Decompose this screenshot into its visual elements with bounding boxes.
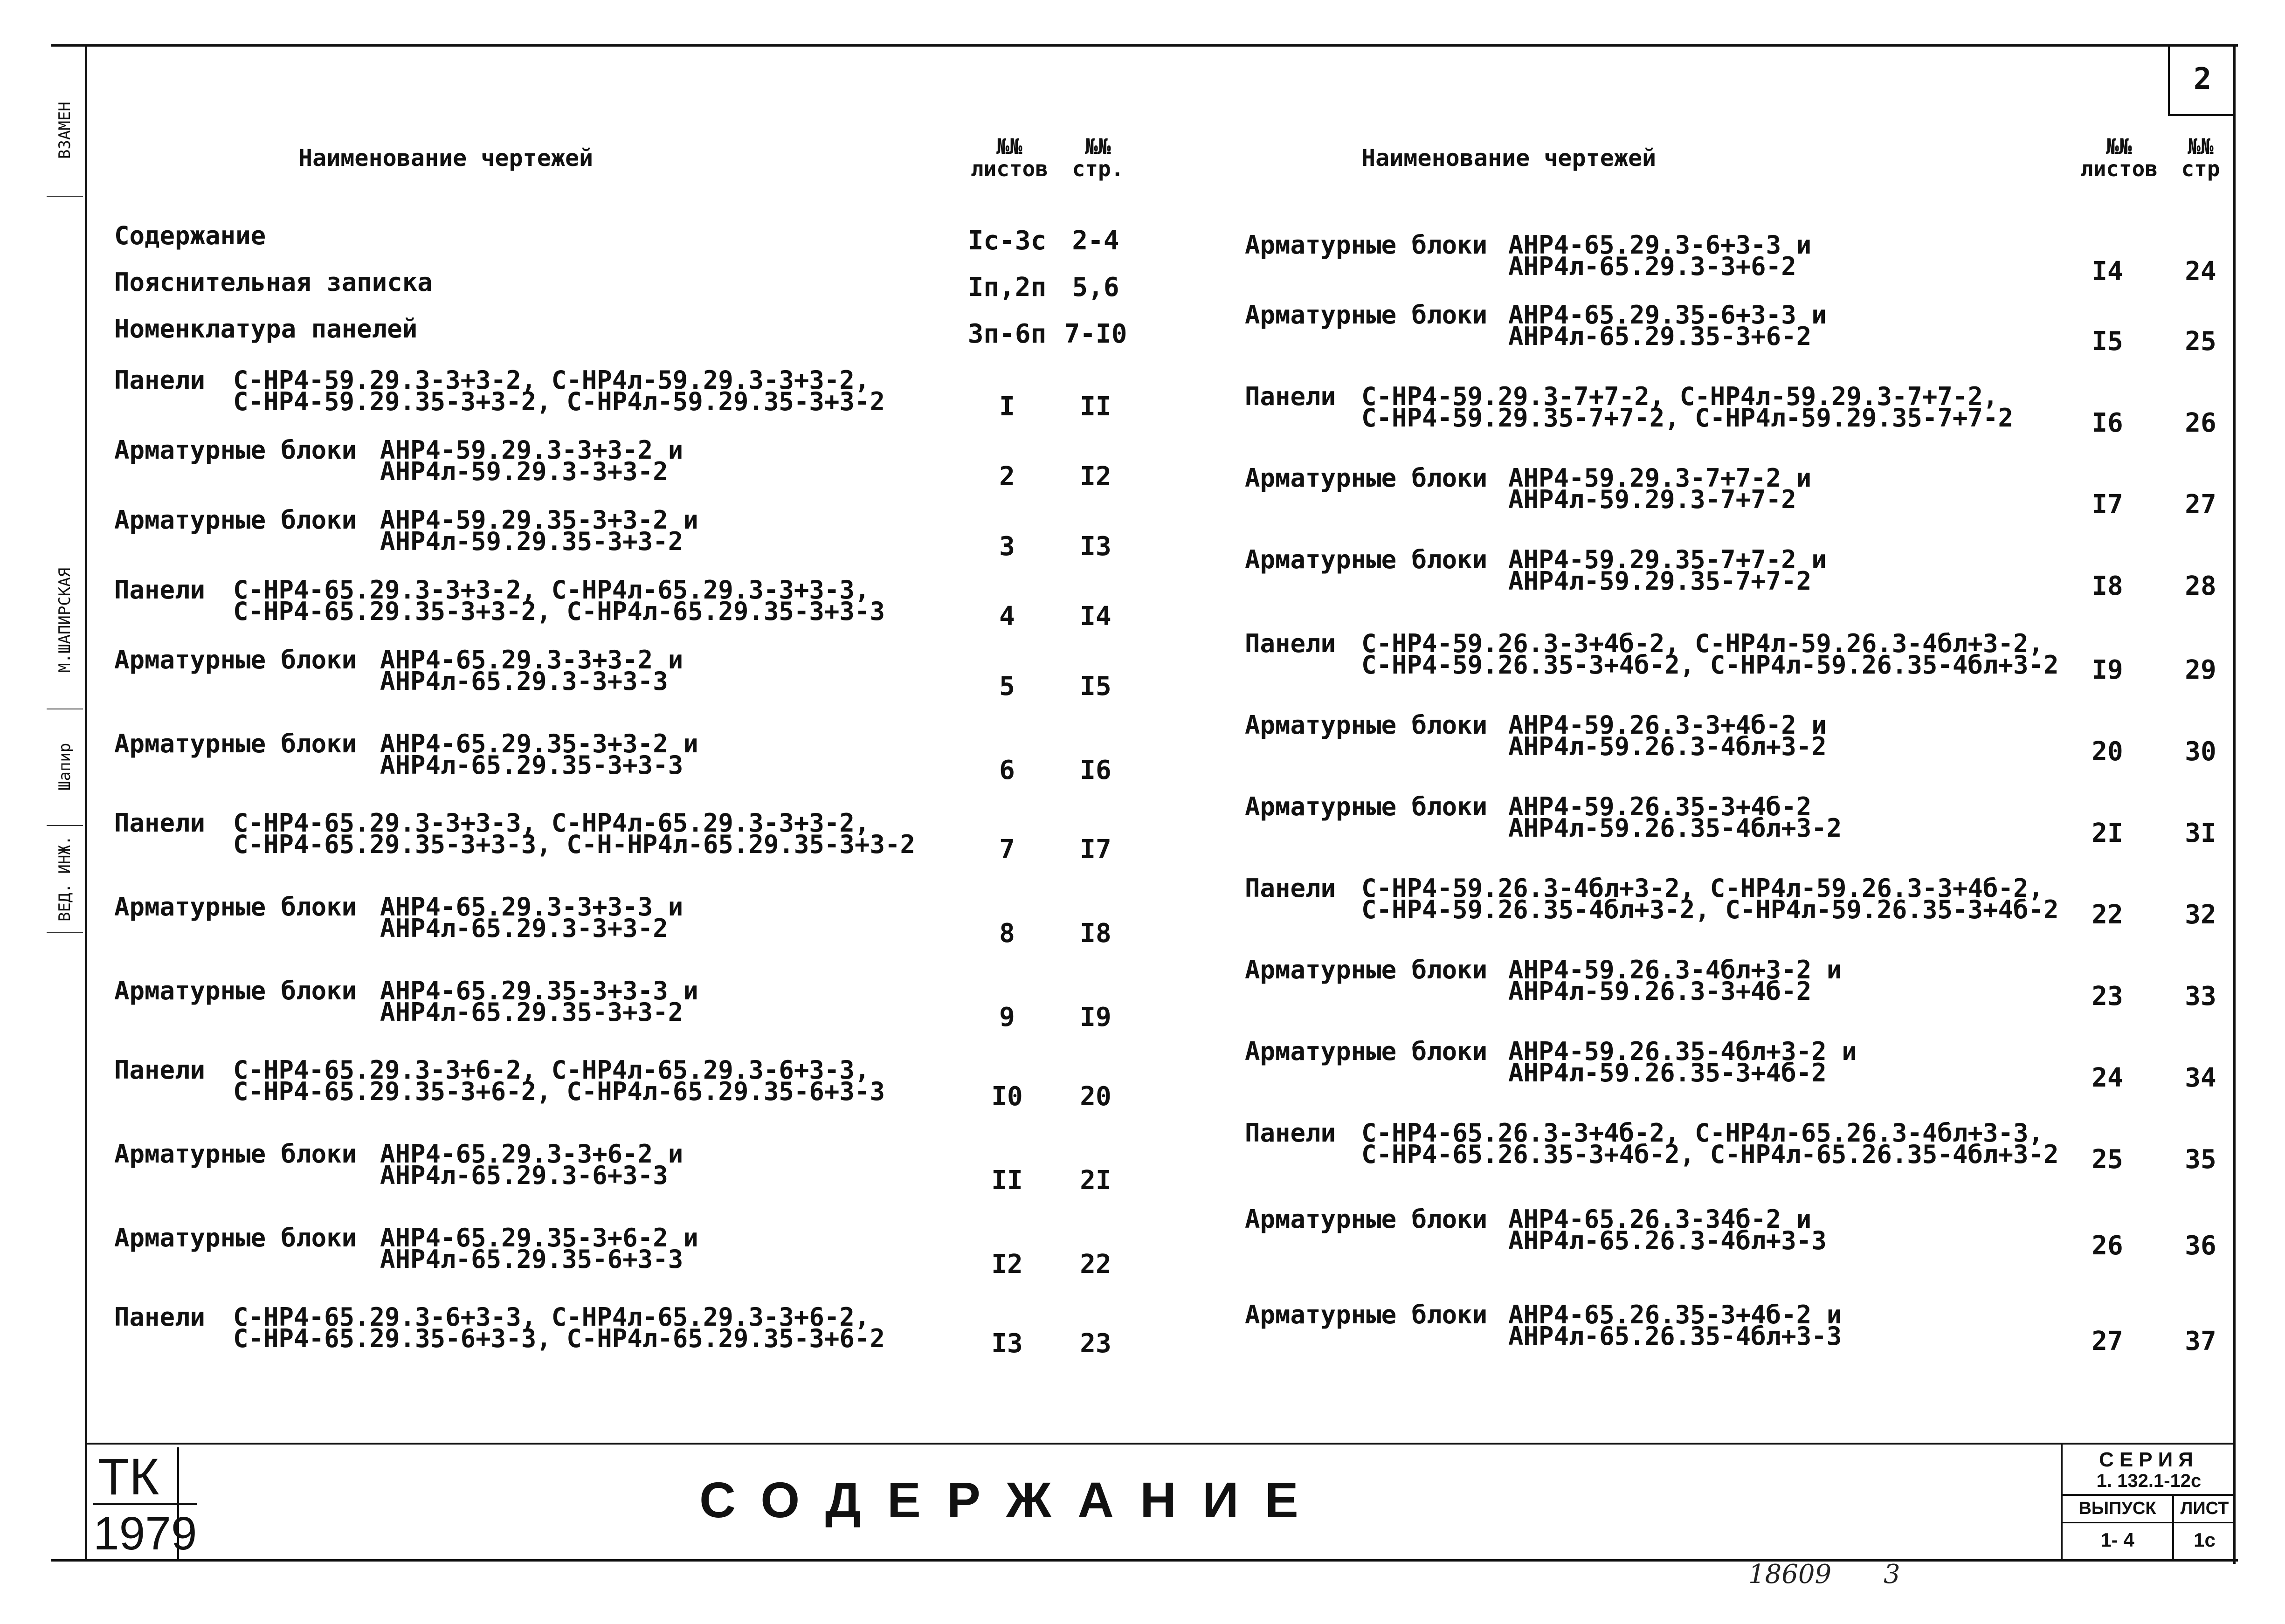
- entry-label: Арматурные блоки: [114, 505, 357, 535]
- entry-page-number: 2-4: [1072, 226, 1119, 256]
- entry-designation-line: АНР4-59.29.35-7+7-2 и: [1508, 545, 1827, 574]
- entry-page-number: 30: [2185, 736, 2216, 767]
- contents-entry: [114, 976, 953, 1030]
- series-label: СЕРИЯ: [2099, 1448, 2199, 1471]
- entry-designation-line: С-НР4-65.29.35-3+3-3, С-Н-НР4л-65.29.35-3+3-2: [233, 830, 915, 859]
- entry-designation-line: АНР4л-65.29.35-3+3-2: [380, 998, 683, 1027]
- series-divider-2: [2063, 1522, 2235, 1523]
- entry-designation-line: С-НР4-59.29.35-3+3-2, С-НР4л-59.29.35-3+3-2: [233, 387, 885, 416]
- entry-designation-line: С-НР4-65.26.35-3+4б-2, С-НР4л-65.26.35-4бл+3-2: [1361, 1140, 2059, 1169]
- entry-page-number: 37: [2185, 1326, 2216, 1356]
- title-block-top-line: [85, 1443, 2234, 1445]
- entry-designation-line: АНР4л-65.29.3-3+3-2: [380, 914, 668, 943]
- entry-designation-line: АНР4л-59.26.35-4бл+3-2: [1508, 813, 1842, 843]
- left-header-pages: [1058, 135, 1138, 180]
- entry-designation-line: С-НР4-59.29.35-7+7-2, С-НР4л-59.29.35-7+7-2: [1361, 403, 2013, 433]
- contents-entry: [1245, 1039, 2056, 1091]
- entry-page-number: 32: [2185, 900, 2216, 930]
- entry-designation-line: С-НР4-65.29.3-3+3-2, С-НР4л-65.29.3-3+3-3,: [233, 575, 870, 605]
- entry-label: Панели: [1245, 874, 1336, 903]
- entry-sheet-number: 2I: [2092, 818, 2123, 848]
- entry-label: Арматурные блоки: [1245, 1204, 1488, 1234]
- entry-page-number: I7: [1080, 834, 1111, 865]
- frame-bottom-line: [51, 1559, 2238, 1562]
- right-header-pages-line1: №№: [2188, 134, 2214, 159]
- entry-sheet-number: 6: [999, 755, 1015, 785]
- entry-designation-line: С-НР4-59.29.3-7+7-2, С-НР4л-59.29.3-7+7-2,: [1361, 382, 1998, 411]
- entry-designation-line: АНР4-65.29.3-3+6-2 и: [380, 1139, 683, 1169]
- entry-sheet-number: I0: [991, 1081, 1023, 1112]
- series-divider: [2063, 1494, 2235, 1496]
- right-header-sheets-line2: листов: [2080, 156, 2158, 181]
- side-strip-cell: М.ШАПИРСКАЯ: [47, 531, 83, 709]
- contents-entry: [114, 1139, 953, 1193]
- side-strip-cell: Шапир: [47, 709, 83, 826]
- entry-label: Пояснительная записка: [114, 268, 433, 297]
- entry-sheet-number: I9: [2092, 655, 2123, 685]
- entry-page-number: 25: [2185, 326, 2216, 357]
- contents-entry: [114, 435, 953, 489]
- entry-sheet-number: I2: [991, 1249, 1023, 1280]
- entry-sheet-number: 4: [999, 601, 1015, 632]
- entry-sheet-number: I6: [2092, 408, 2123, 438]
- issue-label: ВЫПУСК: [2078, 1499, 2156, 1518]
- right-header-pages: [2173, 135, 2229, 180]
- contents-entry: [1245, 1204, 2056, 1259]
- contents-entry: [114, 505, 953, 559]
- contents-entry: [114, 314, 953, 368]
- contents-entry: [1245, 300, 2056, 354]
- contents-entry: [1245, 1300, 2056, 1354]
- entry-page-number: 34: [2185, 1063, 2216, 1093]
- entry-designation-line: АНР4-59.29.3-7+7-2 и: [1508, 463, 1812, 493]
- left-header-sheets-line2: листов: [970, 156, 1049, 181]
- entry-sheet-number: 2: [999, 461, 1015, 492]
- left-header-pages-line1: №№: [1085, 134, 1111, 159]
- entry-sheet-number: I: [999, 392, 1015, 422]
- sheet-number: 2: [2168, 44, 2235, 116]
- entry-label: Арматурные блоки: [1245, 1037, 1488, 1066]
- series-box: [2061, 1443, 2235, 1559]
- entry-label: Арматурные блоки: [1245, 230, 1488, 260]
- entry-sheet-number: 7: [999, 834, 1015, 865]
- entry-sheet-number: 3п-6п: [967, 319, 1047, 349]
- entry-designation-line: АНР4-65.26.3-34б-2 и: [1508, 1204, 1812, 1234]
- entry-sheet-number: Iп,2п: [967, 272, 1047, 303]
- entry-label: Арматурные блоки: [1245, 545, 1488, 574]
- entry-page-number: 28: [2185, 571, 2216, 601]
- side-strip-cell: ВЗАМЕН: [47, 65, 83, 197]
- entry-label: Арматурные блоки: [114, 729, 357, 758]
- entry-page-number: I4: [1080, 601, 1111, 632]
- entry-sheet-number: 3: [999, 531, 1015, 562]
- sheet-label: ЛИСТ: [2180, 1499, 2229, 1518]
- entry-page-number: I9: [1080, 1002, 1111, 1032]
- sheet-value: 1с: [2194, 1529, 2216, 1551]
- contents-entry: [114, 1055, 953, 1109]
- frame-right-line: [2233, 44, 2236, 1564]
- entry-label: Панели: [1245, 382, 1336, 411]
- contents-entry: [1245, 629, 2059, 683]
- entry-designation-line: АНР4-59.29.3-3+3-2 и: [380, 435, 683, 465]
- frame-left-line: [85, 44, 87, 1559]
- entry-sheet-number: I7: [2092, 489, 2123, 520]
- entry-page-number: 26: [2185, 408, 2216, 438]
- entry-sheet-number: I3: [991, 1328, 1023, 1359]
- entry-label: Арматурные блоки: [1245, 463, 1488, 493]
- entry-designation-line: АНР4-65.29.35-3+6-2 и: [380, 1223, 698, 1252]
- entry-page-number: 3I: [2185, 818, 2216, 848]
- entry-label: Панели: [114, 808, 206, 838]
- entry-designation-line: С-НР4-59.26.3-4бл+3-2, С-НР4л-59.26.3-3+4б-2,: [1361, 874, 2043, 903]
- entry-label: Панели: [1245, 1118, 1336, 1148]
- entry-designation-line: АНР4л-59.29.3-7+7-2: [1508, 485, 1796, 514]
- entry-sheet-number: II: [991, 1165, 1023, 1196]
- entry-designation-line: АНР4л-59.29.35-7+7-2: [1508, 566, 1812, 596]
- entry-designation-line: АНР4л-59.26.35-3+4б-2: [1508, 1058, 1827, 1087]
- entry-label: Арматурные блоки: [114, 645, 357, 674]
- entry-label: Панели: [114, 1302, 206, 1332]
- entry-designation-line: АНР4л-59.29.35-3+3-2: [380, 527, 683, 556]
- tk-label: ТК: [98, 1448, 159, 1506]
- entry-designation-line: АНР4-65.29.35-3+3-2 и: [380, 729, 698, 758]
- entry-designation-line: АНР4-59.26.35-3+4б-2: [1508, 792, 1812, 821]
- entry-sheet-number: 23: [2092, 981, 2123, 1012]
- entry-label: Панели: [1245, 629, 1336, 658]
- entry-designation-line: АНР4л-65.29.35-3+3-3: [380, 750, 683, 780]
- entry-page-number: 36: [2185, 1231, 2216, 1261]
- entry-designation-line: АНР4л-59.26.3-3+4б-2: [1508, 977, 1812, 1006]
- entry-designation-line: С-НР4-65.29.35-6+3-3, С-НР4л-65.29.35-3+6-2: [233, 1324, 885, 1353]
- entry-designation-line: АНР4л-65.29.3-3+6-2: [1508, 252, 1796, 281]
- entry-designation-line: АНР4л-65.26.35-4бл+3-3: [1508, 1321, 1842, 1351]
- entry-page-number: I3: [1080, 531, 1111, 562]
- entry-page-number: I6: [1080, 755, 1111, 785]
- entry-label: Арматурные блоки: [114, 976, 357, 1005]
- entry-label: Содержание: [114, 221, 266, 250]
- entry-sheet-number: 22: [2092, 900, 2123, 930]
- series-value: 1. 132.1-12с: [2096, 1471, 2202, 1491]
- entry-label: Арматурные блоки: [1245, 300, 1488, 330]
- entry-designation-line: С-НР4-65.29.3-3+6-2, С-НР4л-65.29.3-6+3-3,: [233, 1055, 870, 1085]
- entry-page-number: 27: [2185, 489, 2216, 520]
- contents-entry: [114, 892, 953, 946]
- left-header-name: Наименование чертежей: [298, 145, 594, 172]
- right-header-sheets: [2070, 135, 2168, 180]
- entry-sheet-number: 27: [2092, 1326, 2123, 1356]
- entry-sheet-number: 25: [2092, 1144, 2123, 1175]
- tk-stamp: [89, 1447, 197, 1560]
- entry-designation-line: АНР4-59.26.3-3+4б-2 и: [1508, 710, 1827, 740]
- contents-entry: [114, 729, 953, 783]
- entry-label: Панели: [114, 365, 206, 395]
- contents-entry: [114, 365, 953, 420]
- entry-designation-line: АНР4-65.26.35-3+4б-2 и: [1508, 1300, 1842, 1329]
- entry-designation-line: С-НР4-65.29.3-6+3-3, С-НР4л-65.29.3-3+6-2,: [233, 1302, 870, 1332]
- contents-entry: [1245, 710, 2056, 764]
- entry-label: Арматурные блоки: [114, 435, 357, 465]
- entry-label: Арматурные блоки: [1245, 710, 1488, 740]
- entry-sheet-number: 20: [2092, 736, 2123, 767]
- right-header-name: Наименование чертежей: [1361, 145, 1657, 172]
- entry-designation-line: АНР4-59.26.35-4бл+3-2 и: [1508, 1037, 1857, 1066]
- entry-label: Арматурные блоки: [1245, 1300, 1488, 1329]
- document-title: СОДЕРЖАНИЕ: [699, 1472, 1325, 1528]
- entry-page-number: 22: [1080, 1249, 1111, 1280]
- left-header-sheets: [960, 135, 1058, 180]
- entry-designation-line: АНР4-59.29.35-3+3-2 и: [380, 505, 698, 535]
- entry-label: Арматурные блоки: [114, 892, 357, 922]
- entry-sheet-number: 5: [999, 671, 1015, 702]
- entry-label: Панели: [114, 575, 206, 605]
- inventory-number: 18609: [1748, 1559, 1832, 1590]
- tk-year: 1979: [93, 1503, 197, 1561]
- entry-designation-line: АНР4-65.29.3-6+3-3 и: [1508, 230, 1812, 260]
- entry-sheet-number: Iс-3с: [967, 226, 1047, 256]
- contents-entry: [1245, 545, 2056, 599]
- entry-page-number: 20: [1080, 1081, 1111, 1112]
- side-strip: [47, 47, 84, 1259]
- entry-designation-line: АНР4-65.29.35-3+3-3 и: [380, 976, 698, 1005]
- entry-designation-line: АНР4л-65.29.3-6+3-3: [380, 1161, 668, 1190]
- entry-page-number: 7-I0: [1064, 319, 1127, 349]
- entry-page-number: 2I: [1080, 1165, 1111, 1196]
- entry-page-number: 33: [2185, 981, 2216, 1012]
- entry-page-number: 29: [2185, 655, 2216, 685]
- entry-page-number: 23: [1080, 1328, 1111, 1359]
- entry-designation-line: АНР4-59.26.3-4бл+3-2 и: [1508, 955, 1842, 984]
- copy-number: 3: [1884, 1559, 1900, 1590]
- entry-label: Арматурные блоки: [1245, 792, 1488, 821]
- entry-page-number: I5: [1080, 671, 1111, 702]
- entry-page-number: 24: [2185, 256, 2216, 287]
- issue-value: 1- 4: [2100, 1529, 2134, 1551]
- entry-designation-line: АНР4-65.29.35-6+3-3 и: [1508, 300, 1827, 330]
- contents-entry: [1245, 874, 2059, 928]
- entry-label: Панели: [114, 1055, 206, 1085]
- entry-label: Арматурные блоки: [114, 1139, 357, 1169]
- entry-page-number: II: [1080, 392, 1111, 422]
- contents-entry: [1245, 382, 2056, 436]
- entry-page-number: 35: [2185, 1144, 2216, 1175]
- entry-designation-line: С-НР4-59.29.3-3+3-2, С-НР4л-59.29.3-3+3-2,: [233, 365, 870, 395]
- contents-entry: [114, 1302, 953, 1356]
- left-header-pages-line2: стр.: [1072, 156, 1124, 181]
- entry-page-number: I2: [1080, 461, 1111, 492]
- entry-label: Номенклатура панелей: [114, 314, 418, 344]
- entry-sheet-number: 9: [999, 1002, 1015, 1032]
- entry-designation-line: С-НР4-65.29.35-3+3-2, С-НР4л-65.29.35-3+3-3: [233, 597, 885, 626]
- contents-entry: [114, 1223, 953, 1277]
- right-header-pages-line2: стр: [2181, 156, 2220, 181]
- entry-designation-line: АНР4л-59.26.3-4бл+3-2: [1508, 732, 1827, 761]
- entry-designation-line: С-НР4-59.26.35-3+4б-2, С-НР4л-59.26.35-4бл+3-2: [1361, 650, 2059, 680]
- entry-designation-line: АНР4л-59.29.3-3+3-2: [380, 457, 668, 486]
- entry-sheet-number: 26: [2092, 1231, 2123, 1261]
- entry-designation-line: АНР4л-65.29.35-6+3-3: [380, 1245, 683, 1274]
- contents-entry: [1245, 792, 2056, 846]
- entry-designation-line: АНР4л-65.29.35-3+6-2: [1508, 322, 1812, 351]
- entry-designation-line: АНР4л-65.26.3-4бл+3-3: [1508, 1226, 1827, 1255]
- entry-sheet-number: I4: [2092, 256, 2123, 287]
- contents-entry: [1245, 1118, 2059, 1172]
- entry-designation-line: АНР4-65.29.3-3+3-2 и: [380, 645, 683, 674]
- entry-designation-line: С-НР4-65.29.35-3+6-2, С-НР4л-65.29.35-6+3-3: [233, 1077, 885, 1106]
- entry-sheet-number: I8: [2092, 571, 2123, 601]
- entry-label: Арматурные блоки: [114, 1223, 357, 1252]
- contents-entry: [114, 645, 953, 699]
- entry-sheet-number: 8: [999, 918, 1015, 949]
- contents-entry: [1245, 463, 2056, 517]
- contents-entry: [114, 808, 953, 862]
- entry-designation-line: С-НР4-59.26.3-3+4б-2, С-НР4л-59.26.3-4бл+3-2,: [1361, 629, 2043, 658]
- entry-sheet-number: I5: [2092, 326, 2123, 357]
- entry-designation-line: С-НР4-59.26.35-4бл+3-2, С-НР4л-59.26.35-3+4б-2: [1361, 895, 2059, 924]
- entry-label: Арматурные блоки: [1245, 955, 1488, 984]
- entry-designation-line: С-НР4-65.29.3-3+3-3, С-НР4л-65.29.3-3+3-2,: [233, 808, 870, 838]
- entry-designation-line: АНР4-65.29.3-3+3-3 и: [380, 892, 683, 922]
- contents-entry: [1245, 230, 2056, 284]
- contents-entry: [114, 575, 953, 629]
- entry-page-number: I8: [1080, 918, 1111, 949]
- left-header-sheets-line1: №№: [996, 134, 1022, 159]
- entry-designation-line: С-НР4-65.26.3-3+4б-2, С-НР4л-65.26.3-4бл+3-3,: [1361, 1118, 2043, 1148]
- entry-page-number: 5,6: [1072, 272, 1119, 303]
- entry-designation-line: АНР4л-65.29.3-3+3-3: [380, 667, 668, 696]
- right-header-sheets-line1: №№: [2106, 134, 2132, 159]
- side-strip-cell: ВЕД. ИНЖ.: [47, 825, 83, 933]
- frame-top-line: [51, 44, 2238, 47]
- entry-sheet-number: 24: [2092, 1063, 2123, 1093]
- contents-entry: [1245, 955, 2056, 1009]
